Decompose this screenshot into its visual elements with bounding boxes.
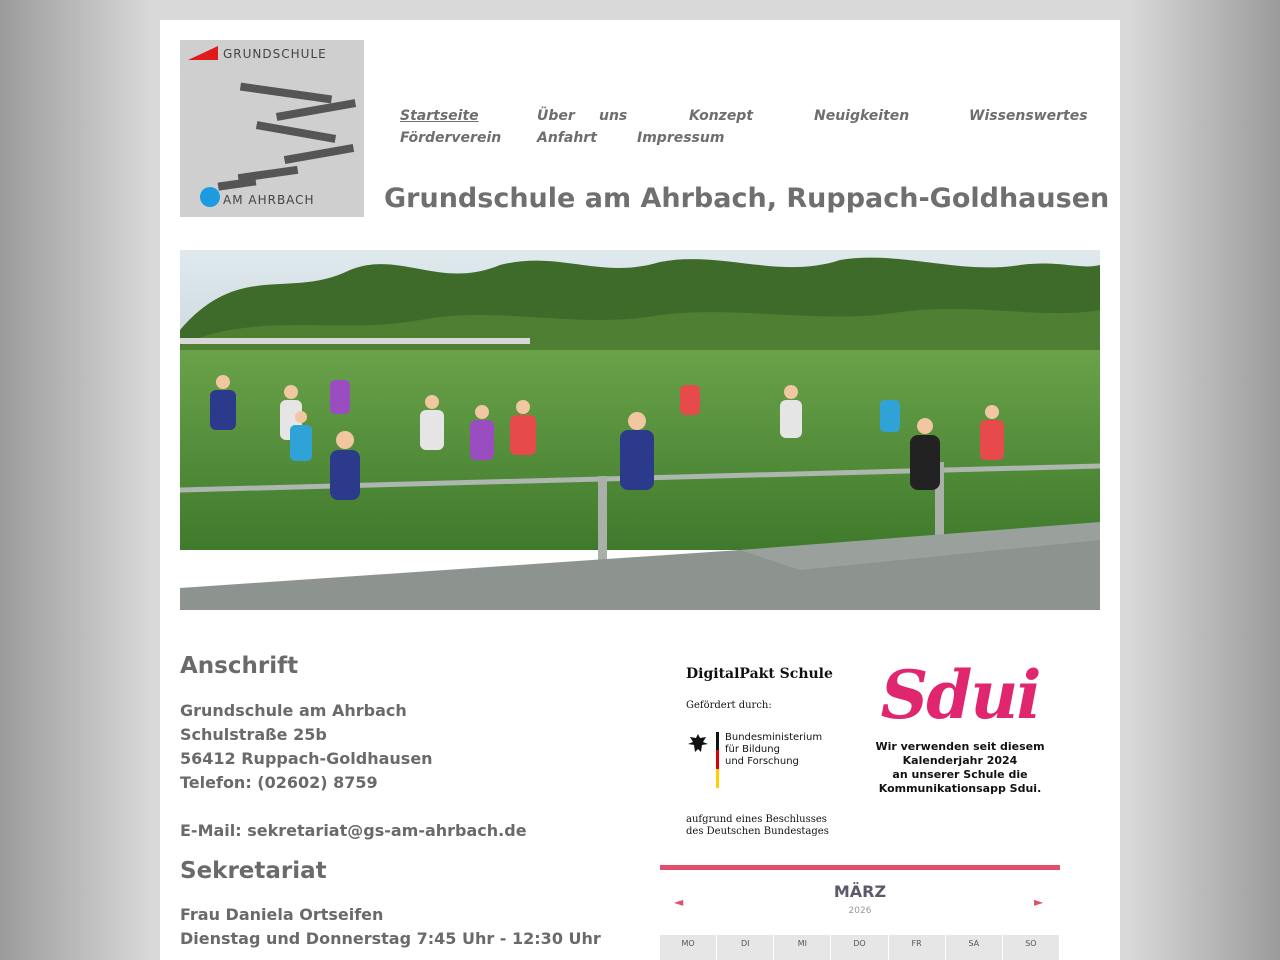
sdui-logo: Sdui (880, 656, 1040, 734)
ministry-name (725, 732, 822, 768)
phone-line: Telefon: (02602) 8759 (180, 773, 378, 792)
logo-dot-icon (200, 187, 220, 207)
sdui-badge[interactable] (860, 650, 1060, 820)
calendar-year: 2026 (848, 906, 872, 916)
sdui-note-line: Wir verwenden seit diesem (875, 740, 1045, 753)
sekretariat-line: Frau Daniela Ortseifen (180, 905, 384, 924)
weekday-label: FR (889, 935, 946, 960)
logo-bar (240, 83, 332, 104)
ministry-line: für Bildung (725, 744, 780, 755)
logo-flag-icon (188, 46, 218, 60)
weekday-label: SO (1003, 935, 1060, 960)
ministry-line: und Forschung (725, 756, 799, 767)
note-line: des Deutschen Bundestages (686, 826, 829, 837)
nav-item-neuigkeiten[interactable]: Neuigkeiten (814, 108, 910, 124)
next-month-icon[interactable]: ► (1034, 895, 1044, 909)
logo-bar (276, 99, 356, 121)
nav-item-uns[interactable]: uns (599, 108, 628, 124)
page (160, 20, 1120, 960)
main-nav (400, 108, 1088, 152)
school-logo[interactable] (180, 40, 364, 217)
calendar-weekdays (660, 935, 1060, 960)
nav-item-wissenswertes[interactable]: Wissenswertes (969, 108, 1088, 124)
nav-row-2 (400, 130, 1080, 152)
heading-sekretariat: Sekretariat (180, 858, 327, 884)
nav-item-ueber[interactable]: Über (537, 108, 575, 124)
nav-item-anfahrt[interactable]: Anfahrt (537, 130, 597, 146)
site-title: Grundschule am Ahrbach, Ruppach-Goldhausen (384, 183, 1110, 214)
address-line: Grundschule am Ahrbach (180, 701, 407, 720)
hero-photo (180, 250, 1100, 610)
weekday-label: SA (946, 935, 1003, 960)
nav-item-foerderverein[interactable]: Förderverein (400, 130, 502, 146)
logo-bar (256, 121, 336, 143)
nav-row-1 (400, 108, 1088, 130)
calendar-accent-bar (660, 865, 1060, 870)
sdui-note (860, 740, 1060, 796)
logo-top-text: GRUNDSCHULE (223, 47, 327, 61)
nav-item-impressum[interactable]: Impressum (637, 130, 725, 146)
logo-bar (218, 177, 257, 190)
sdui-note-line: Kalenderjahr 2024 (902, 754, 1018, 767)
calendar-month: MÄRZ (833, 882, 887, 901)
nav-item-startseite[interactable]: Startseite (400, 108, 479, 124)
eagle-icon (686, 732, 710, 756)
logo-bottom-text: AM AHRBACH (223, 193, 315, 207)
sdui-note-line: an unserer Schule die (892, 768, 1028, 781)
address-line: Schulstraße 25b (180, 725, 327, 744)
weekday-label: DO (831, 935, 888, 960)
address-block (180, 699, 433, 795)
digitalpakt-sub: Gefördert durch: (686, 700, 772, 711)
ministry-line: Bundesministerium (725, 732, 823, 743)
digitalpakt-badge[interactable] (680, 660, 850, 840)
flag-icon (716, 732, 719, 788)
weekday-label: MI (774, 935, 831, 960)
logo-bar (284, 144, 354, 164)
sekretariat-block (180, 903, 601, 951)
prev-month-icon[interactable]: ◄ (674, 895, 684, 909)
address-line: 56412 Ruppach-Goldhausen (180, 749, 433, 768)
weekday-label: MO (660, 935, 717, 960)
sekretariat-line: Dienstag und Donnerstag 7:45 Uhr - 12:30 Uhr (180, 929, 601, 948)
hero-photo-illustration (180, 250, 1100, 610)
digitalpakt-note (686, 814, 829, 838)
sdui-note-line: Kommunikationsapp Sdui. (878, 782, 1042, 795)
heading-anschrift: Anschrift (180, 653, 299, 679)
email-link[interactable]: E-Mail: sekretariat@gs-am-ahrbach.de (180, 821, 527, 840)
calendar-widget (660, 865, 1060, 960)
nav-item-konzept[interactable]: Konzept (689, 108, 754, 124)
weekday-label: DI (717, 935, 774, 960)
digitalpakt-title: DigitalPakt Schule (686, 666, 833, 682)
note-line: aufgrund eines Beschlusses (686, 814, 827, 825)
